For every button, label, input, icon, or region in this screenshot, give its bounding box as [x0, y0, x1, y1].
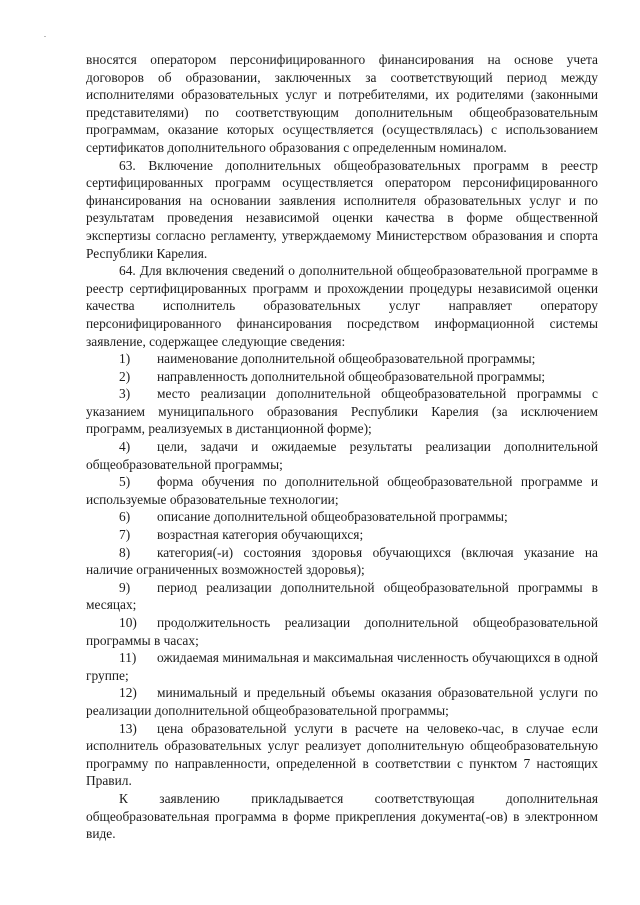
- list-item-number: 3): [119, 386, 131, 402]
- scan-speck: [44, 36, 46, 37]
- list-item-text: продолжительность реализации дополнительной общеобразовательной программы в часах;: [86, 615, 598, 648]
- list-item: [86, 614, 598, 649]
- list-item: [86, 368, 598, 386]
- list-item-number: 7): [119, 527, 131, 543]
- list-item-text: минимальный и предельный объемы оказания образовательной услуги по реализации дополнительной общеобразовательной программы;: [86, 685, 598, 718]
- list-item-text: цена образовательной услуги в расчете на человеко-час, в случае если исполнитель образовательных услуг реализует дополнительную общеобразовательную программу по направленности, определенной в соответствии с пунктом 7 настоящих Правил.: [86, 720, 598, 789]
- paragraph-64: 64. Для включения сведений о дополнительной общеобразовательной программе в реестр сертифицированных программ и прохождении процедуры независимой оценки качества исполнитель образовательных услуг направляет оператору персонифицированного финансирования посредством информационной системы заявление, содержащее следующие сведения:: [86, 263, 598, 349]
- list-item-number: 10): [119, 615, 137, 630]
- list-item-number: 4): [119, 439, 131, 455]
- list-item: [86, 350, 598, 368]
- list-item: [86, 720, 598, 790]
- list-item: [86, 544, 598, 579]
- list-item: [86, 438, 598, 473]
- list-item: [86, 473, 598, 508]
- list-item-text: наименование дополнительной общеобразовательной программы;: [157, 351, 536, 367]
- list-item-text: ожидаемая минимальная и максимальная численность обучающихся в одной группе;: [86, 650, 598, 683]
- list-item-number: 13): [119, 720, 137, 736]
- list-item-number: 6): [119, 509, 131, 525]
- list-item-number: 12): [119, 685, 137, 701]
- list-item: [86, 579, 598, 614]
- list-item-text: категория(-и) состояния здоровья обучающихся (включая указание на наличие ограниченных возможностей здоровья);: [86, 544, 598, 578]
- list-item: [86, 508, 598, 526]
- list-item-text: возрастная категория обучающихся;: [157, 527, 364, 543]
- list-item-text: направленность дополнительной общеобразовательной программы;: [157, 368, 546, 384]
- paragraph-63: 63. Включение дополнительных общеобразовательных программ в реестр сертифицированных программ осуществляется оператором персонифицированного финансирования на основании заявления исполнителя образовательных услуг и по результатам проведения независимой оценки качества в форме общественной экспертизы согласно регламенту, утверждаемому Министерством образования и спорта Республики Карелия.: [86, 157, 598, 261]
- list-item-text: период реализации дополнительной общеобразовательной программы в месяцах;: [86, 579, 598, 613]
- list-item-number: 5): [119, 474, 131, 490]
- intro-paragraph: вносятся оператором персонифицированного финансирования на основе учета договоров об образовании, заключенных за соответствующий период между исполнителями образовательных услуг и потребителями, их родителями (законными представителями) по соответствующим дополнительным общеобразовательным программам, оказание которых осуществляется (осуществлялась) с использованием сертификатов дополнительного образования с определенным номиналом.: [86, 52, 598, 155]
- list-item-number: 1): [119, 351, 131, 367]
- list-item-number: 11): [119, 650, 137, 666]
- list-item: [86, 385, 598, 438]
- closing-paragraph: К заявлению прикладывается соответствующая дополнительная общеобразовательная программа в форме прикрепления документа(-ов) в электронном виде.: [86, 790, 598, 842]
- list-item-text: форма обучения по дополнительной общеобразовательной программе и используемые образовательные технологии;: [86, 474, 598, 507]
- list-item-number: 2): [119, 368, 131, 384]
- list-item-text: место реализации дополнительной общеобразовательной программы с указанием муниципального образования Республики Карелия (за исключением программ, реализуемых в дистанционной форме);: [86, 386, 598, 437]
- list-item: [86, 684, 598, 719]
- list-item: [86, 526, 598, 544]
- list-item: [86, 649, 598, 684]
- list-item-number: 9): [119, 579, 131, 595]
- document-page: [86, 51, 598, 843]
- list-item-text: цели, задачи и ожидаемые результаты реализации дополнительной общеобразовательной программы;: [86, 439, 598, 472]
- list-item-number: 8): [119, 544, 131, 560]
- list-item-text: описание дополнительной общеобразовательной программы;: [157, 509, 508, 525]
